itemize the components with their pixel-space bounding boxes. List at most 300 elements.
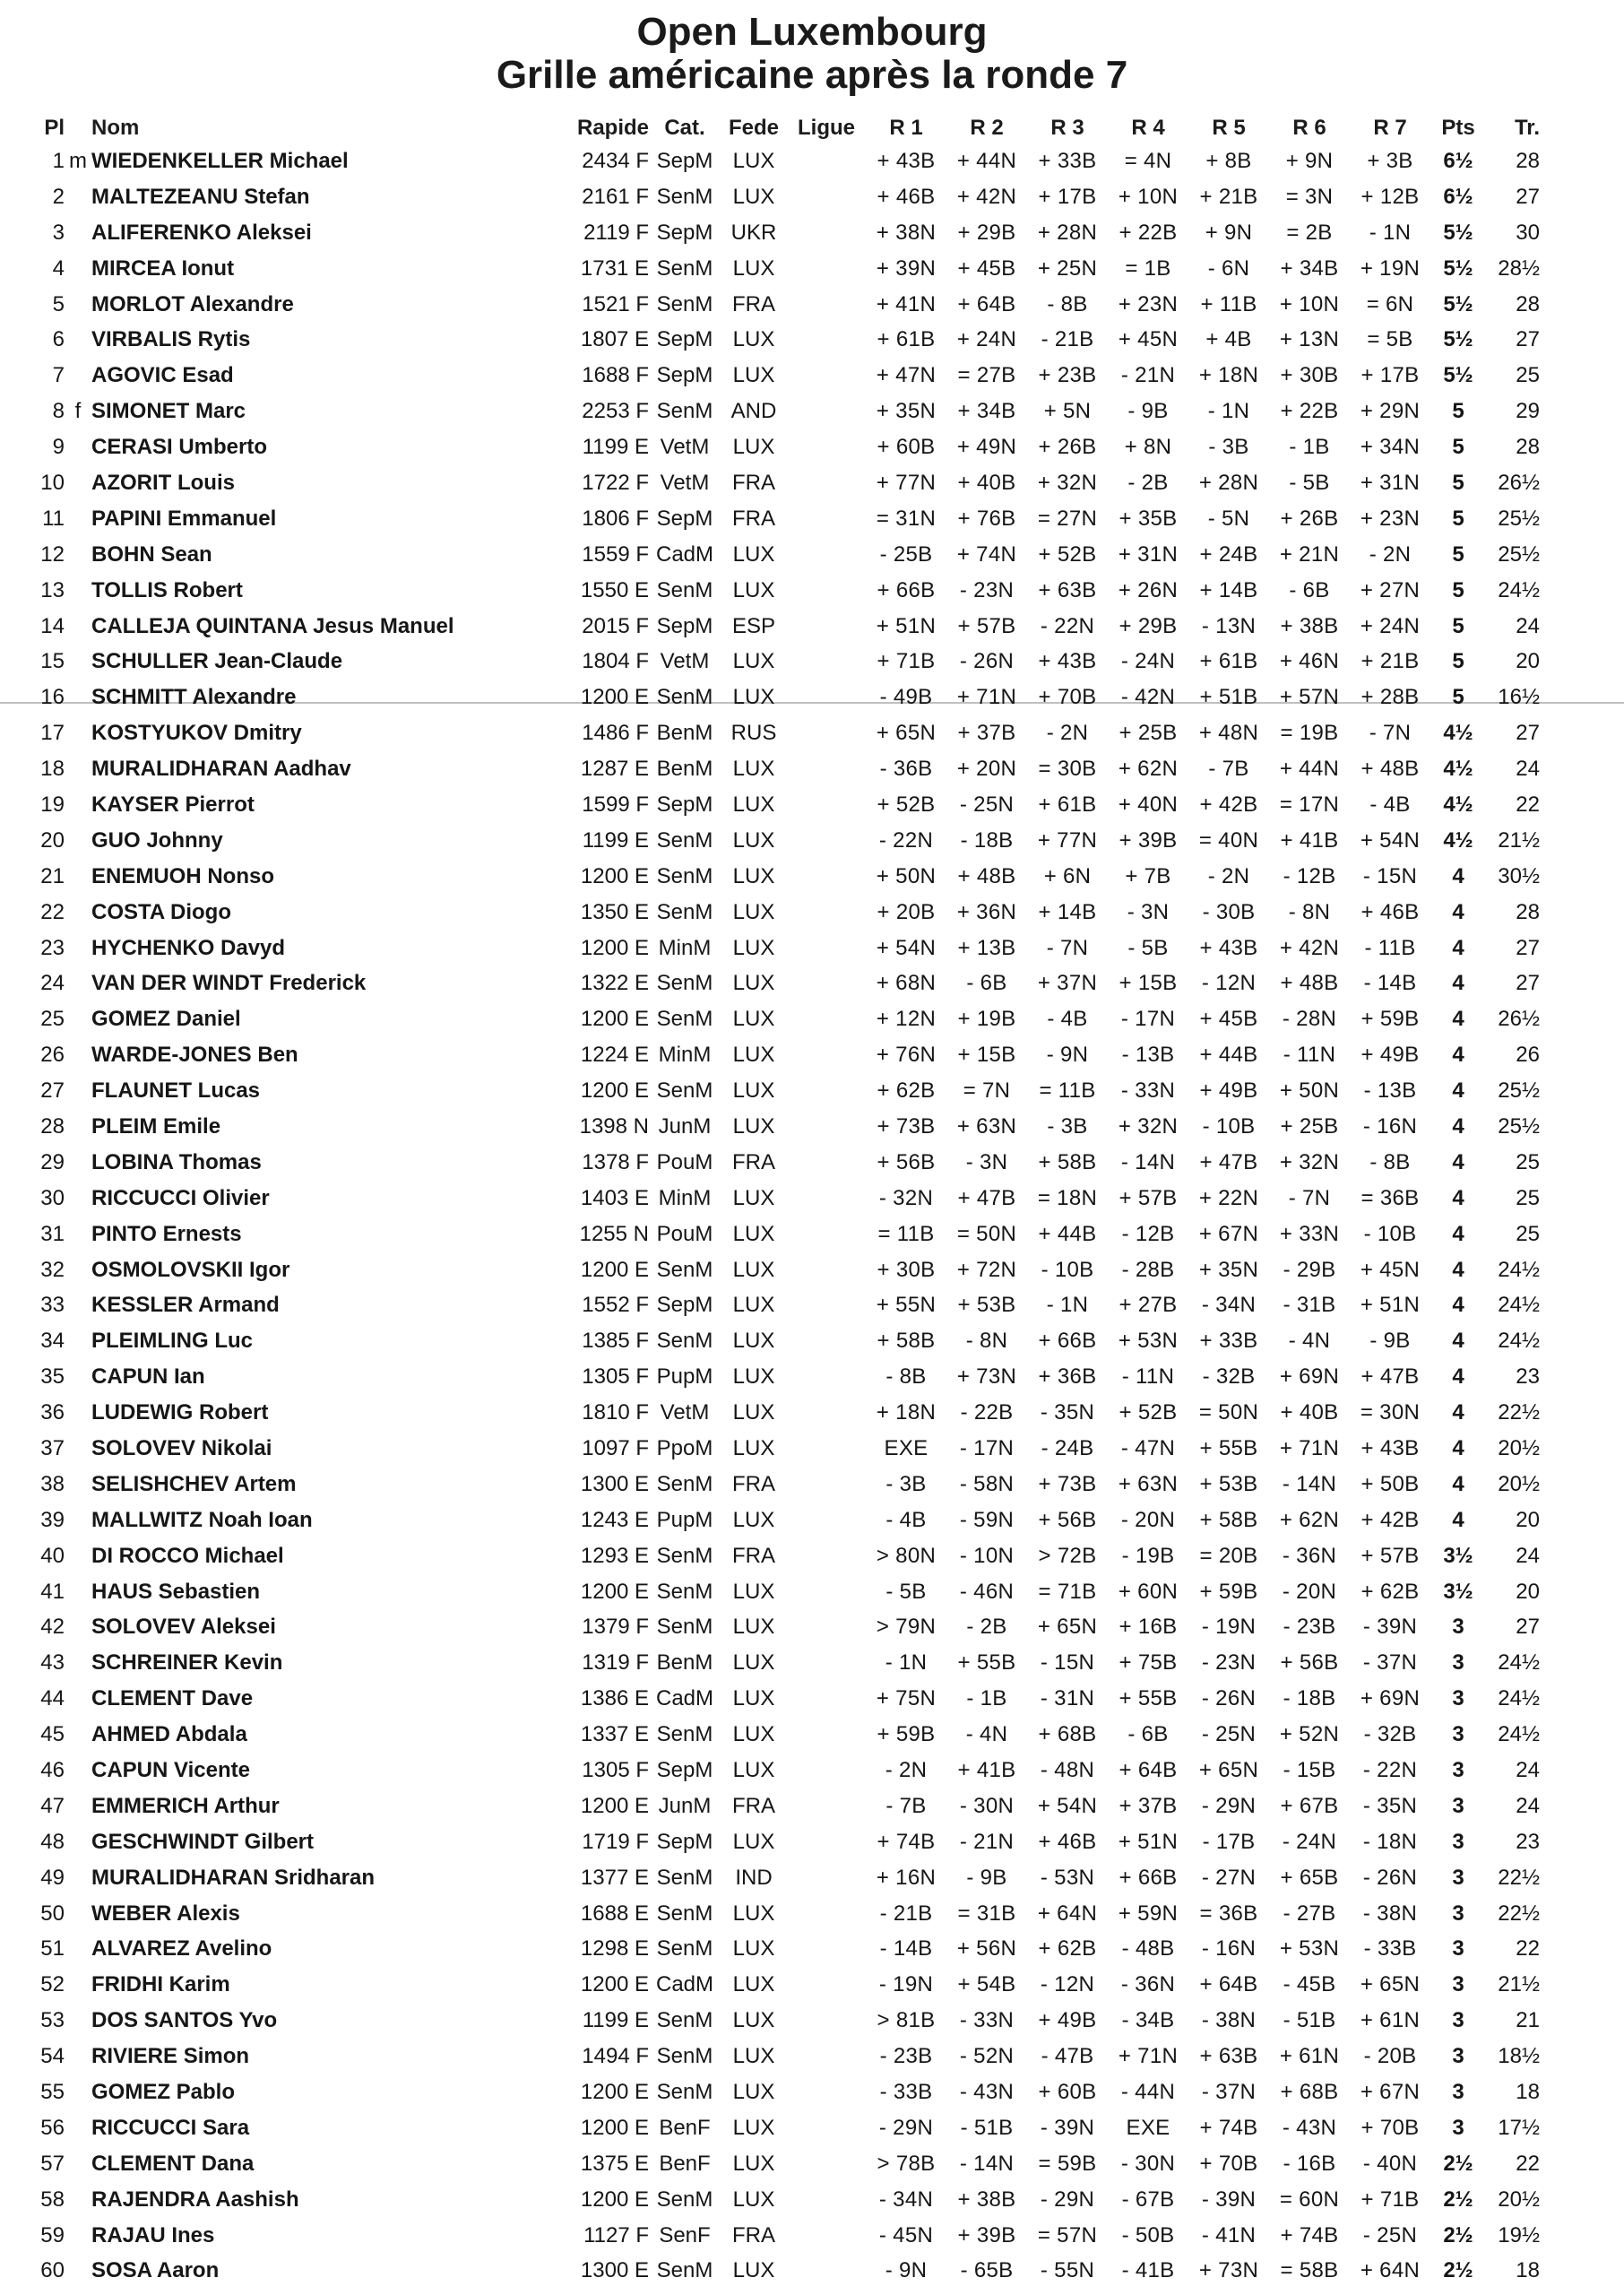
category-cell: SenM (656, 1329, 713, 1354)
rating-cell: 1200 E (580, 1793, 649, 1818)
player-name-cell: SCHULLER Jean-Claude (91, 649, 343, 674)
place-cell: 17 (40, 721, 65, 746)
federation-cell: LUX (732, 792, 775, 817)
round-1-cell: + 39N (876, 255, 937, 281)
federation-cell: LUX (732, 1329, 775, 1354)
place-cell: 56 (40, 2115, 65, 2140)
round-5-cell: + 74B (1199, 2115, 1258, 2140)
round-7-cell: = 36B (1361, 1185, 1420, 1210)
federation-cell: LUX (732, 649, 775, 674)
round-4-cell: + 22B (1119, 220, 1178, 245)
table-row (25, 715, 1540, 751)
player-name-cell: PLEIM Emile (91, 1113, 221, 1139)
place-cell: 34 (40, 1329, 65, 1354)
round-1-cell: + 59B (877, 1722, 936, 1747)
round-2-cell: + 29B (957, 220, 1016, 245)
title-cell (65, 1323, 91, 1359)
round-5-cell: - 1N (1207, 399, 1250, 424)
table-row (25, 537, 1540, 573)
round-6-cell: - 4N (1288, 1329, 1331, 1354)
place-cell: 24 (40, 971, 65, 996)
place-cell: 1 (52, 148, 65, 173)
rating-cell: 1550 E (580, 577, 649, 602)
category-cell: SepM (656, 363, 713, 388)
category-cell: SenM (656, 1865, 713, 1890)
round-3-cell: + 46B (1038, 1829, 1097, 1854)
round-5-cell: + 8B (1205, 148, 1252, 173)
round-5-cell: + 61B (1199, 649, 1258, 674)
round-1-cell: + 55N (876, 1293, 937, 1318)
rating-cell: 1804 F (582, 649, 649, 674)
tiebreak-cell: 18 (1516, 2258, 1540, 2283)
place-cell: 13 (40, 577, 65, 602)
rating-cell: 1599 F (582, 792, 649, 817)
player-name-cell: RAJENDRA Aashish (91, 2187, 299, 2212)
league-cell (787, 179, 866, 215)
category-cell: MinM (658, 1185, 712, 1210)
points-cell: 3 (1452, 1936, 1464, 1962)
round-7-cell: - 2N (1369, 541, 1412, 567)
round-6-cell: + 33N (1279, 1221, 1340, 1246)
points-cell: 4 (1452, 1149, 1464, 1174)
category-cell: SenM (656, 1007, 713, 1032)
points-cell: 5 (1452, 685, 1464, 710)
round-1-cell: + 56B (877, 1149, 936, 1174)
round-1-cell: + 47N (876, 363, 937, 388)
place-cell: 21 (40, 863, 65, 888)
points-cell: 5 (1452, 649, 1464, 674)
round-5-cell: - 6N (1207, 255, 1250, 281)
round-5-cell: + 70B (1199, 2151, 1258, 2176)
round-3-cell: + 54N (1037, 1793, 1098, 1818)
round-3-cell: + 73B (1038, 1471, 1097, 1496)
round-5-cell: - 7B (1208, 757, 1249, 782)
round-7-cell: - 7N (1369, 721, 1412, 746)
rating-cell: 1398 N (579, 1113, 649, 1139)
round-3-cell: = 27N (1037, 506, 1098, 531)
federation-cell: LUX (732, 1257, 775, 1282)
round-2-cell: - 51B (960, 2115, 1014, 2140)
place-cell: 15 (40, 649, 65, 674)
player-name-cell: MURALIDHARAN Sridharan (91, 1865, 376, 1890)
rating-cell: 1379 F (582, 1615, 649, 1640)
rating-cell: 1688 E (580, 1901, 649, 1926)
rating-cell: 1375 E (580, 2151, 649, 2176)
round-6-cell: = 19B (1280, 721, 1339, 746)
title-cell (65, 2218, 91, 2254)
round-2-cell: + 47B (957, 1185, 1016, 1210)
rating-cell: 1810 F (582, 1400, 649, 1425)
round-3-cell: + 28N (1037, 220, 1098, 245)
round-7-cell: - 13B (1363, 1078, 1417, 1104)
category-cell: SepM (656, 1758, 713, 1783)
federation-cell: LUX (732, 2044, 775, 2069)
round-1-cell: + 54N (876, 935, 937, 960)
category-cell: SepM (656, 148, 713, 173)
points-cell: 4½ (1443, 721, 1473, 746)
points-cell: 4 (1452, 1043, 1464, 1068)
points-cell: 4 (1452, 1507, 1464, 1532)
league-cell (787, 1252, 866, 1288)
round-1-cell: + 12N (876, 1007, 937, 1032)
rating-cell: 1305 F (582, 1758, 649, 1783)
league-cell (787, 609, 866, 645)
title-cell (65, 787, 91, 823)
round-2-cell: + 45B (957, 255, 1016, 281)
round-7-cell: - 15N (1362, 863, 1418, 888)
round-1-cell: + 16N (876, 1865, 937, 1890)
round-2-cell: - 3N (965, 1149, 1008, 1174)
points-cell: 4 (1452, 1293, 1464, 1318)
place-cell: 50 (40, 1901, 65, 1926)
round-7-cell: + 3B (1367, 148, 1413, 173)
player-name-cell: KAYSER Pierrot (91, 792, 255, 817)
place-cell: 38 (40, 1471, 65, 1496)
place-cell: 31 (40, 1221, 65, 1246)
round-7-cell: - 10B (1363, 1221, 1417, 1246)
round-7-cell: - 38N (1362, 1901, 1418, 1926)
round-2-cell: - 30N (959, 1793, 1015, 1818)
round-2-cell: - 59N (959, 1507, 1015, 1532)
round-2-cell: - 14N (959, 2151, 1015, 2176)
player-name-cell: EMMERICH Arthur (91, 1793, 280, 1818)
federation-cell: LUX (732, 184, 775, 209)
round-2-cell: + 20N (956, 757, 1017, 782)
col-header-ligue: Ligue (798, 116, 855, 140)
round-4-cell: + 57B (1119, 1185, 1178, 1210)
round-4-cell: - 20N (1120, 1507, 1176, 1532)
round-5-cell: - 37N (1201, 2080, 1257, 2105)
league-cell (787, 2218, 866, 2254)
rating-cell: 1255 N (579, 1221, 649, 1246)
round-5-cell: + 14B (1199, 577, 1258, 602)
rating-cell: 2119 F (583, 220, 649, 245)
points-cell: 4 (1452, 1185, 1464, 1210)
points-cell: 6½ (1443, 184, 1473, 209)
points-cell: 3 (1452, 1722, 1464, 1747)
player-name-cell: KESSLER Armand (91, 1293, 280, 1318)
category-cell: BenF (659, 2115, 711, 2140)
place-cell: 41 (40, 1579, 65, 1604)
points-cell: 5 (1452, 435, 1464, 460)
round-6-cell: - 16B (1283, 2151, 1336, 2176)
round-1-cell: - 19N (878, 1972, 934, 1997)
round-2-cell: - 18B (960, 827, 1014, 853)
federation-cell: UKR (730, 220, 777, 245)
tiebreak-cell: 22 (1516, 792, 1540, 817)
category-cell: SenM (656, 1722, 713, 1747)
round-4-cell: + 53N (1118, 1329, 1179, 1354)
round-5-cell: + 21B (1199, 184, 1258, 209)
league-cell (787, 1145, 866, 1181)
round-2-cell: + 36N (956, 899, 1017, 924)
tiebreak-cell: 18 (1516, 2080, 1540, 2105)
player-name-cell: WIEDENKELLER Michael (91, 148, 349, 173)
round-5-cell: + 44B (1199, 1043, 1258, 1068)
round-6-cell: + 26B (1280, 506, 1339, 531)
round-7-cell: + 47B (1361, 1364, 1420, 1390)
round-2-cell: - 58N (959, 1471, 1015, 1496)
round-2-cell: - 65B (960, 2258, 1014, 2283)
federation-cell: LUX (732, 435, 775, 460)
federation-cell: LUX (732, 1901, 775, 1926)
table-row (25, 1860, 1540, 1896)
round-6-cell: = 60N (1279, 2187, 1340, 2212)
round-2-cell: - 52N (959, 2044, 1015, 2069)
league-cell (787, 1681, 866, 1717)
place-cell: 49 (40, 1865, 65, 1890)
tiebreak-cell: 24½ (1498, 1329, 1540, 1354)
round-2-cell: - 46N (959, 1579, 1015, 1604)
round-4-cell: + 59N (1118, 1901, 1179, 1926)
federation-cell: LUX (732, 1436, 775, 1460)
table-row (25, 1538, 1540, 1574)
points-cell: 3½ (1443, 1543, 1473, 1568)
round-4-cell: EXE (1126, 2115, 1170, 2140)
points-cell: 3 (1452, 2080, 1464, 2105)
federation-cell: LUX (732, 1113, 775, 1139)
rating-cell: 1688 F (582, 363, 649, 388)
rating-cell: 1350 E (580, 899, 649, 924)
round-2-cell: + 39B (957, 2222, 1016, 2247)
round-4-cell: - 6B (1127, 1722, 1169, 1747)
federation-cell: FRA (732, 2222, 775, 2247)
title-cell (65, 2074, 91, 2110)
category-cell: SenM (656, 2258, 713, 2283)
player-name-cell: VIRBALIS Rytis (91, 327, 251, 352)
round-4-cell: + 52B (1119, 1400, 1178, 1425)
round-3-cell: - 48N (1040, 1758, 1095, 1783)
league-cell (787, 1860, 866, 1896)
round-3-cell: - 22N (1040, 613, 1095, 638)
round-2-cell: - 1B (966, 1686, 1007, 1711)
rating-cell: 1559 F (582, 541, 649, 567)
category-cell: SepM (656, 1829, 713, 1854)
round-4-cell: - 36N (1120, 1972, 1176, 1997)
round-7-cell: + 62B (1361, 1579, 1420, 1604)
round-7-cell: - 40N (1362, 2151, 1418, 2176)
round-7-cell: - 11B (1364, 935, 1416, 960)
round-3-cell: - 8B (1047, 291, 1088, 316)
round-6-cell: - 18B (1283, 1686, 1336, 1711)
category-cell: SenM (656, 899, 713, 924)
round-7-cell: - 1N (1369, 220, 1412, 245)
rating-cell: 1200 E (580, 2115, 649, 2140)
title-cell (65, 1037, 91, 1073)
round-3-cell: + 68B (1038, 1722, 1097, 1747)
col-header-rapide: Rapide (576, 116, 649, 140)
round-1-cell: - 33B (879, 2080, 933, 2105)
title-cell (65, 715, 91, 751)
tiebreak-cell: 23 (1516, 1364, 1540, 1390)
col-header-title (65, 113, 91, 143)
player-name-cell: RICCUCCI Olivier (91, 1185, 270, 1210)
place-cell: 55 (40, 2080, 65, 2105)
points-cell: 3 (1452, 1650, 1464, 1676)
round-3-cell: - 7N (1046, 935, 1089, 960)
federation-cell: LUX (732, 935, 775, 960)
round-1-cell: + 77N (876, 470, 937, 495)
league-cell (787, 429, 866, 465)
tiebreak-cell: 18½ (1498, 2044, 1540, 2069)
round-6-cell: + 67B (1280, 1793, 1339, 1818)
round-3-cell: - 3B (1047, 1113, 1088, 1139)
round-6-cell: + 32N (1279, 1149, 1340, 1174)
title-cell (65, 895, 91, 931)
round-7-cell: + 24N (1360, 613, 1421, 638)
points-cell: 2½ (1443, 2222, 1473, 2247)
table-header-row (25, 113, 1540, 143)
player-name-cell: SELISHCHEV Artem (91, 1471, 297, 1496)
league-cell (787, 1323, 866, 1359)
round-6-cell: - 6B (1289, 577, 1330, 602)
tiebreak-cell: 27 (1516, 184, 1540, 209)
round-6-cell: + 68B (1280, 2080, 1339, 2105)
federation-cell: FRA (732, 1543, 775, 1568)
table-row (25, 1896, 1540, 1932)
round-2-cell: + 76B (957, 506, 1016, 531)
title-cell (65, 1967, 91, 2003)
category-cell: SenM (656, 577, 713, 602)
league-cell (787, 680, 866, 715)
rating-cell: 1807 E (580, 327, 649, 352)
table-row (25, 751, 1540, 787)
round-1-cell: + 62B (877, 1078, 936, 1104)
category-cell: SenM (656, 1901, 713, 1926)
category-cell: VetM (660, 649, 710, 674)
round-6-cell: + 52N (1279, 1722, 1340, 1747)
rating-cell: 1293 E (580, 1543, 649, 1568)
round-3-cell: - 10B (1041, 1257, 1094, 1282)
points-cell: 3 (1452, 1686, 1464, 1711)
round-2-cell: = 7N (963, 1078, 1011, 1104)
rating-cell: 1386 E (580, 1686, 649, 1711)
league-cell (787, 1574, 866, 1610)
player-name-cell: LUDEWIG Robert (91, 1400, 269, 1425)
league-cell (787, 931, 866, 966)
round-6-cell: + 65B (1280, 1865, 1339, 1890)
table-row (25, 1395, 1540, 1431)
round-4-cell: + 60N (1118, 1579, 1179, 1604)
tiebreak-cell: 24½ (1498, 1650, 1540, 1676)
points-cell: 4 (1452, 1078, 1464, 1104)
round-3-cell: + 77N (1037, 827, 1098, 853)
round-1-cell: - 5B (885, 1579, 927, 1604)
player-name-cell: FLAUNET Lucas (91, 1078, 261, 1104)
table-row (25, 1824, 1540, 1860)
title-cell (65, 966, 91, 1001)
round-5-cell: + 43B (1199, 935, 1258, 960)
category-cell: CadM (655, 1972, 714, 1997)
round-5-cell: + 53B (1199, 1471, 1258, 1496)
round-5-cell: + 9N (1205, 220, 1253, 245)
round-6-cell: - 23B (1283, 1615, 1336, 1640)
round-1-cell: - 23B (879, 2044, 933, 2069)
round-1-cell: + 65N (876, 721, 937, 746)
round-7-cell: + 59B (1361, 1007, 1420, 1032)
round-6-cell: = 3N (1285, 184, 1334, 209)
tiebreak-cell: 26½ (1498, 1007, 1540, 1032)
league-cell (787, 1073, 866, 1109)
federation-cell: LUX (732, 327, 775, 352)
table-row (25, 2003, 1540, 2039)
table-row (25, 322, 1540, 358)
round-4-cell: + 35B (1119, 506, 1178, 531)
col-header-r7: R 7 (1373, 116, 1407, 140)
round-7-cell: + 45N (1360, 1257, 1421, 1282)
round-5-cell: + 51B (1199, 685, 1258, 710)
round-4-cell: + 26N (1118, 577, 1179, 602)
round-4-cell: + 10N (1118, 184, 1179, 209)
round-6-cell: - 45B (1283, 1972, 1336, 1997)
round-3-cell: = 11B (1039, 1078, 1096, 1104)
tiebreak-cell: 20½ (1498, 1436, 1540, 1460)
round-6-cell: - 29B (1283, 1257, 1336, 1282)
points-cell: 3½ (1443, 1579, 1473, 1604)
round-6-cell: - 1B (1289, 435, 1330, 460)
round-2-cell: - 9B (966, 1865, 1007, 1890)
table-row (25, 2146, 1540, 2182)
tiebreak-cell: 20 (1516, 649, 1540, 674)
points-cell: 3 (1452, 1615, 1464, 1640)
round-2-cell: - 2B (966, 1615, 1007, 1640)
round-6-cell: + 13N (1279, 327, 1340, 352)
federation-cell: LUX (732, 2115, 775, 2140)
title-cell (65, 429, 91, 465)
rating-cell: 1200 E (580, 2080, 649, 2105)
player-name-cell: AGOVIC Esad (91, 363, 234, 388)
round-4-cell: - 12B (1121, 1221, 1175, 1246)
league-cell (787, 751, 866, 787)
place-cell: 6 (52, 327, 65, 352)
player-name-cell: CAPUN Vicente (91, 1758, 250, 1783)
tiebreak-cell: 26 (1516, 1043, 1540, 1068)
title-cell (65, 2039, 91, 2074)
round-3-cell: - 55N (1040, 2258, 1095, 2283)
round-2-cell: + 64B (957, 291, 1016, 316)
round-3-cell: + 37N (1037, 971, 1098, 996)
round-7-cell: + 42B (1361, 1507, 1420, 1532)
col-header-r2: R 2 (970, 116, 1004, 140)
round-1-cell: - 2N (885, 1758, 928, 1783)
round-7-cell: + 46B (1361, 899, 1420, 924)
round-5-cell: + 67N (1198, 1221, 1259, 1246)
federation-cell: FRA (732, 1793, 775, 1818)
round-3-cell: = 30B (1038, 757, 1097, 782)
round-7-cell: - 37N (1362, 1650, 1418, 1676)
federation-cell: LUX (732, 541, 775, 567)
player-name-cell: CALLEJA QUINTANA Jesus Manuel (91, 613, 454, 638)
category-cell: JunM (658, 1793, 712, 1818)
tiebreak-cell: 27 (1516, 935, 1540, 960)
round-4-cell: - 11N (1121, 1364, 1175, 1390)
round-6-cell: + 74B (1280, 2222, 1339, 2247)
round-7-cell: + 50B (1361, 1471, 1420, 1496)
title-cell (65, 1681, 91, 1717)
points-cell: 5½ (1443, 220, 1473, 245)
round-4-cell: - 33N (1120, 1078, 1176, 1104)
title-cell (65, 1359, 91, 1395)
title-cell (65, 1574, 91, 1610)
round-7-cell: = 6N (1366, 291, 1414, 316)
round-4-cell: - 42N (1120, 685, 1176, 710)
round-7-cell: - 22N (1362, 1758, 1418, 1783)
place-cell: 23 (40, 935, 65, 960)
round-2-cell: - 23N (959, 577, 1015, 602)
table-row (25, 1967, 1540, 2003)
rating-cell: 1552 F (582, 1293, 649, 1318)
federation-cell: FRA (732, 291, 775, 316)
